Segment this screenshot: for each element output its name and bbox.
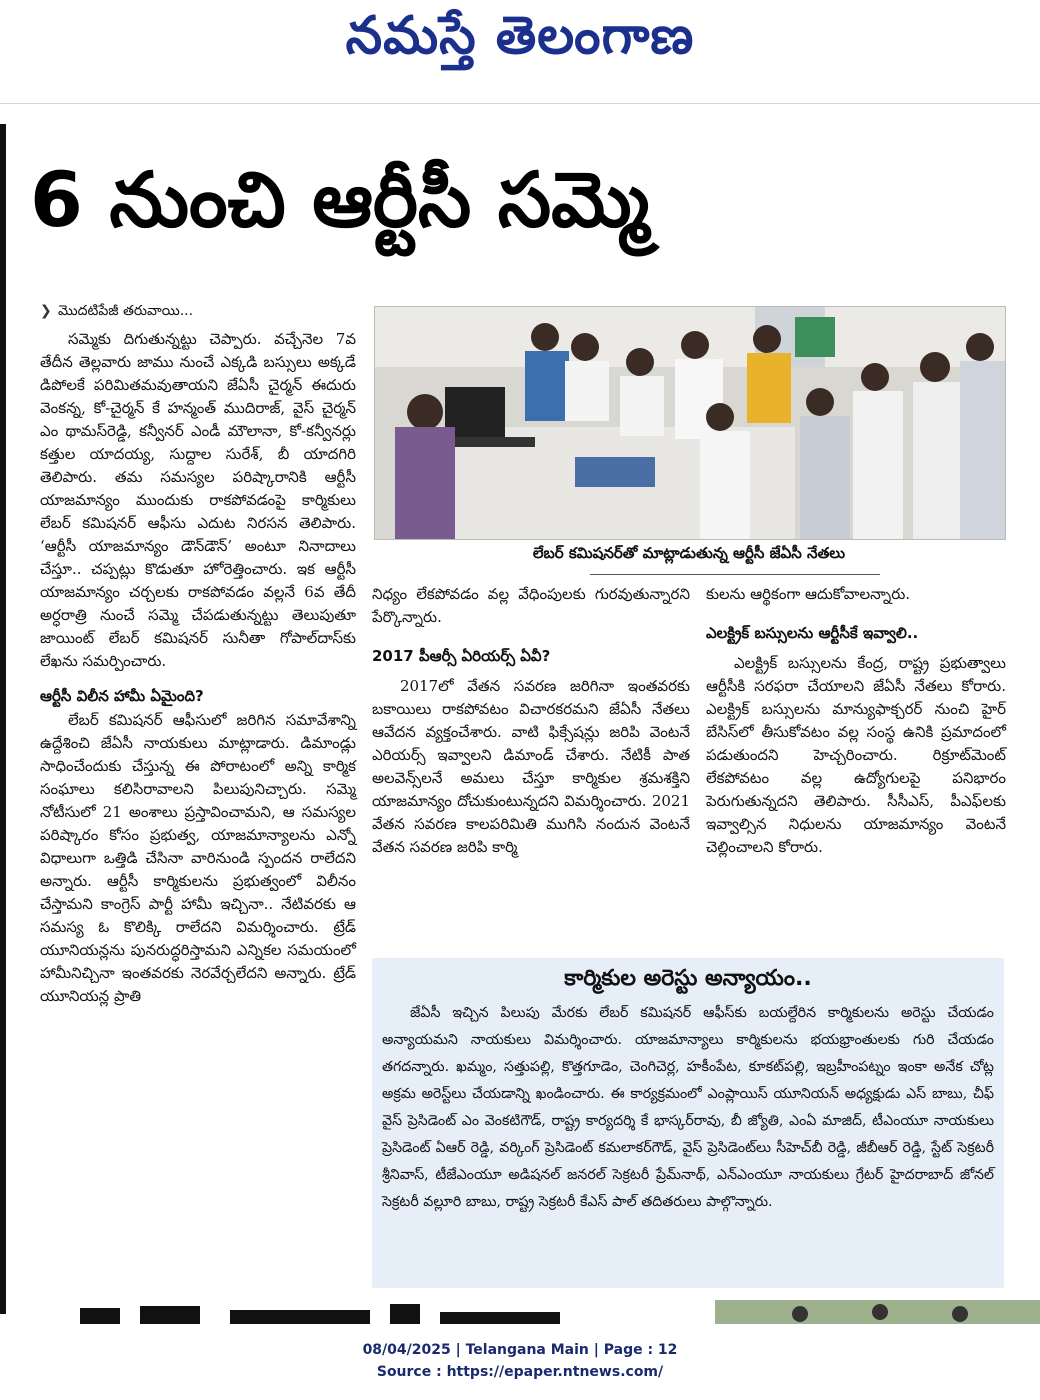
article-column-3 <box>706 583 1006 859</box>
cropped-content <box>0 1300 1040 1324</box>
caption-divider <box>590 574 880 575</box>
footer-date-line: 08/04/2025 | Telangana Main | Page : 12 <box>362 1342 678 1358</box>
footer-source-link[interactable]: Source : https://epaper.ntnews.com/ <box>376 1364 664 1380</box>
photo-caption: లేబర్ కమిషనర్‌తో మాట్లాడుతున్న ఆర్టీసీ జేఏసీ నేతలు <box>532 544 846 562</box>
photo-illustration <box>375 307 1005 539</box>
paragraph: జేఏసీ ఇచ్చిన పిలుపు మేరకు లేబర్ కమిషనర్ ఆఫీస్‌కు బయల్దేరిన కార్మికులను అరెస్టు చేయడం అన్యాయమని నాయకులు విమర్శించారు. యాజమాన్యాలు కార్మికులను భయభ్రాంతులకు గురి చేయడం తగదన్నారు. ఖమ్మం, సత్తుపల్లి, కొత్తగూడెం, చెంగిచెర్ల, హకీంపేట, కూకట్‌పల్లి, ఇబ్రహీంపట్నం ఇంకా అనేక చోట్ల అక్రమ అరెస్ట్‌లు చేయడాన్ని ఖండించారు. ఈ కార్యక్రమంలో ఎంప్లాయిస్ యూనియన్ అధ్యక్షుడు ఎస్ బాబు, చీఫ్ వైస్ ప్రెసిడెంట్ ఎం వెంకటిగౌడ్, రాష్ట్ర కార్యదర్శి కే భాస్కర్‌రావు, బీ జ్యోతి, ఎంఏ మాజిద్, టీఎంయూ నాయకులు ప్రెసిడెంట్ ఏఆర్ రెడ్డి, వర్కింగ్ ప్రెసిడెంట్ కమలాకర్‌గౌడ్, వైస్ ప్రెసిడెంట్‌లు సీహెచ్‌బీ రెడ్డి, జీబీఆర్ రెడ్డి, స్టేట్ సెక్రటరీ శ్రీనివాస్, టీజేఎంయూ అడిషనల్ జనరల్ సెక్రటరీ ప్రేమ్‌నాథ్, ఎన్ఎంయూ నాయకులు గ్రేటర్ హైదరాబాద్ జోనల్ సెక్రటరీ వల్లూరి బాబు, రాష్ట్ర సెక్రటరీ కేఎస్ పాల్ తదితరులు పాల్గొన్నారు. <box>382 1005 994 1210</box>
chevron-right-icon: ❯ <box>40 303 52 319</box>
article-column-1 <box>40 298 356 1008</box>
newspaper-logo: నమస్తే తెలంగాణ <box>345 6 695 66</box>
paragraph: లేబర్ కమిషనర్ ఆఫీసులో జరిగిన సమావేశాన్ని ఉద్దేశించి జేఏసీ నాయకులు మాట్లాడారు. డిమాండ్లు సాధించేందుకు చేస్తున్న ఈ పోరాటంలో అన్ని కార్మిక సంఘాలు కలిసిరావాలని పిలుపునిచ్చారు. సమ్మె నోటీసులో 21 అంశాలు ప్రస్తావించామని, ఆ సమస్యల పరిష్కారం కోసం ప్రభుత్వ, యాజమాన్యాలను ఎన్నో విధాలుగా ఒత్తిడి చేసినా వారినుండి స్పందన రాలేదని అన్నారు. ఆర్టీసీ కార్మికులను ప్రభుత్వంలో విలీనం చేస్తామని కాంగ్రెస్ పార్టీ హామీ ఇచ్చినా.. నేటివరకు ఆ సమస్య ఓ కొలిక్కి రాలేదని విమర్శించారు. ట్రేడ్ యూనియన్లను పునరుద్ధరిస్తామని ఎన్నికల సమయంలో హామీనిచ్చినా ఇంతవరకు నెరవేర్చలేదని అన్నారు. ట్రేడ్ యూనియన్ల ప్రాతి <box>40 711 356 1005</box>
paragraph: ఎలక్ట్రిక్ బస్సులను కేంద్ర, రాష్ట్ర ప్రభుత్వాలు ఆర్టీసీకి సరఫరా చేయాలని జేఏసీ నేతలు కోరారు. ఎలక్ట్రిక్ బస్సులను మాన్యుఫాక్చరర్ నుంచి హైర్ బేసిస్‌లో తీసుకోవటం వల్ల సంస్థ ఉనికి ప్రమాదంలో పడుతుందని హెచ్చరించారు. రిక్రూట్‌మెంట్ లేకపోవటం వల్ల ఉద్యోగులపై పనిభారం పెరుగుతున్నదని తెలిపారు. సీసీఎస్, పీఎఫ్‌లకు ఇవ్వాల్సిన నిధులను యాజమాన్యం వెంటనే చెల్లించాలని కోరారు. <box>706 654 1006 856</box>
continuation-marker <box>40 298 356 324</box>
page-edge-bar <box>0 124 6 1314</box>
subheading: ఎలక్ట్రిక్ బస్సులను ఆర్టీసీకే ఇవ్వాలి.. <box>706 624 919 642</box>
box-body <box>382 1000 994 1216</box>
news-photo <box>374 306 1006 540</box>
paragraph: 2017లో వేతన సవరణ జరిగినా ఇంతవరకు బకాయిలు రాకపోవటం విచారకరమని జేఏసీ నేతలు ఆవేదన వ్యక్తంచేశారు. వాటి ఫిక్సేషన్లు జరిపి వెంటనే ఎరియర్స్ ఇవ్వాలని డిమాండ్ చేశారు. నేటికీ పాత అలవెన్స్‌లనే అమలు చేస్తూ కార్మికుల శ్రమశక్తిని యాజమాన్యం దోచుకుంటున్నదని విమర్శించారు. 2021 వేతన సవరణ కాలపరిమితి ముగిసి నందున వెంటనే వేతన సవరణ జరిపి కార్మి <box>372 677 690 856</box>
article-column-2 <box>372 583 690 859</box>
next-article-strip <box>0 1300 1040 1324</box>
paragraph: కులను ఆర్థికంగా ఆదుకోవాలన్నారు. <box>706 585 911 603</box>
continuation-label: మొదటిపేజీ తరువాయి... <box>58 303 194 319</box>
subheading: 2017 పీఆర్సీ ఏరియర్స్ ఏవీ? <box>372 647 551 665</box>
box-title: కార్మికుల అరెస్టు అన్యాయం.. <box>564 966 812 991</box>
paragraph: నిధ్యం లేకపోవడం వల్ల వేధింపులకు గురవుతున్నారని పేర్కొన్నారు. <box>372 585 690 626</box>
headline: 6 నుంచి ఆర్టీసీ సమ్మె <box>30 155 650 244</box>
paragraph: సమ్మెకు దిగుతున్నట్టు చెప్పారు. వచ్చేనెల 7వ తేదీన తెల్లవారు జాము నుంచే ఎక్కడి బస్సులు అక్కడే డిపోలకే పరిమితమవుతాయని జేఏసీ చైర్మన్ ఈదురు వెంకన్న, కో-చైర్మన్ కే హన్మంత్ ముదిరాజ్, వైస్ చైర్మన్ ఎం థామస్‌రెడ్డి, కన్వీనర్ ఎండీ మౌలానా, కో-కన్వీనర్లు కత్తుల యాదయ్య, సుద్దాల సురేశ్, బీ యాదగిరి తెలిపారు. తమ సమస్యల పరిష్కారానికి ఆర్టీసీ యాజమాన్యం ముందుకు రాకపోవడంపై కార్మికులు లేబర్ కమిషనర్ ఆఫీసు ఎదుట నిరసన తెలిపారు. ‘ఆర్టీసీ యాజమాన్యం డౌన్‌డౌన్’ అంటూ నినాదాలు చేస్తూ.. చప్పట్లు కొడుతూ హోరెత్తించారు. ఇక ఆర్టీసీ యాజమాన్యం చర్చలకు రాకపోవడం వల్లనే 6వ తేదీ అర్ధరాత్రి నుంచే సమ్మె చేపడుతున్నట్టు తెలుపుతూ జాయింట్ లేబర్ కమిషనర్ సునీతా గోపాల్‌దాస్‌కు లేఖను సమర్పించారు. <box>40 330 356 670</box>
subheading: ఆర్టీసీ విలీన హామీ ఏమైంది? <box>40 687 204 705</box>
masthead-divider <box>0 103 1040 104</box>
